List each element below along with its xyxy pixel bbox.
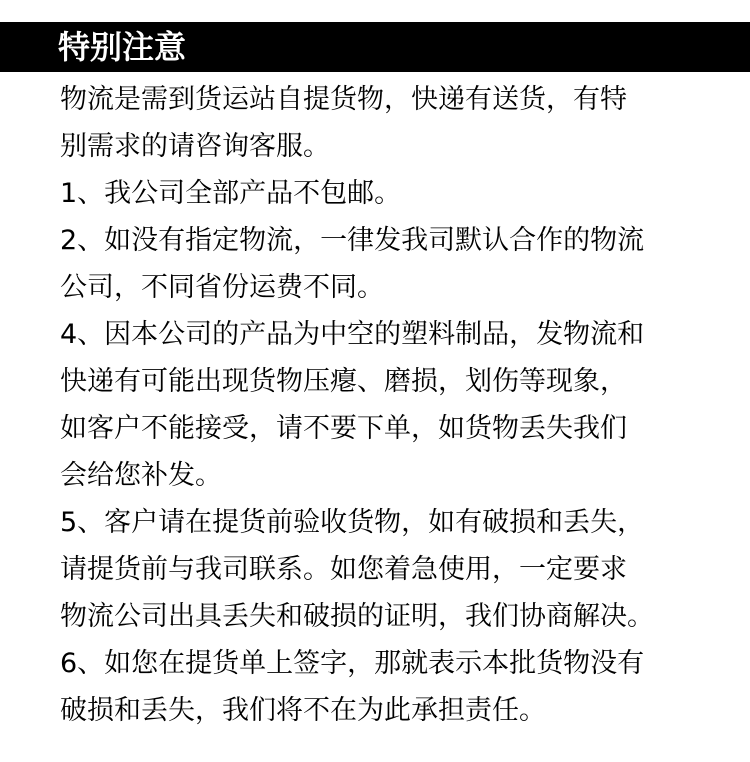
header-bar (0, 22, 750, 72)
notice-line: 1、我公司全部产品不包邮。 (60, 178, 402, 209)
notice-line: 快递有可能出现货物压瘪、磨损，划伤等现象， (60, 366, 627, 397)
notice-line: 5、客户请在提货前验收货物，如有破损和丢失， (60, 507, 645, 538)
notice-line: 4、因本公司的产品为中空的塑料制品，发物流和 (60, 319, 645, 350)
notice-line: 公司，不同省份运费不同。 (60, 272, 384, 303)
notice-body (60, 76, 740, 734)
notice-line: 请提货前与我司联系。如您着急使用，一定要求 (60, 554, 627, 585)
notice-line: 6、如您在提货单上签字，那就表示本批货物没有 (60, 648, 645, 679)
notice-line: 破损和丢失，我们将不在为此承担责任。 (60, 695, 546, 726)
page-title: 特别注意 (58, 28, 187, 66)
notice-line: 如客户不能接受，请不要下单，如货物丢失我们 (60, 413, 627, 444)
notice-line: 会给您补发。 (60, 460, 222, 491)
notice-line: 物流公司出具丢失和破损的证明，我们协商解决。 (60, 601, 654, 632)
notice-line: 别需求的请咨询客服。 (60, 131, 330, 162)
notice-line: 2、如没有指定物流，一律发我司默认合作的物流 (60, 225, 645, 256)
notice-line: 物流是需到货运站自提货物，快递有送货，有特 (60, 84, 627, 115)
